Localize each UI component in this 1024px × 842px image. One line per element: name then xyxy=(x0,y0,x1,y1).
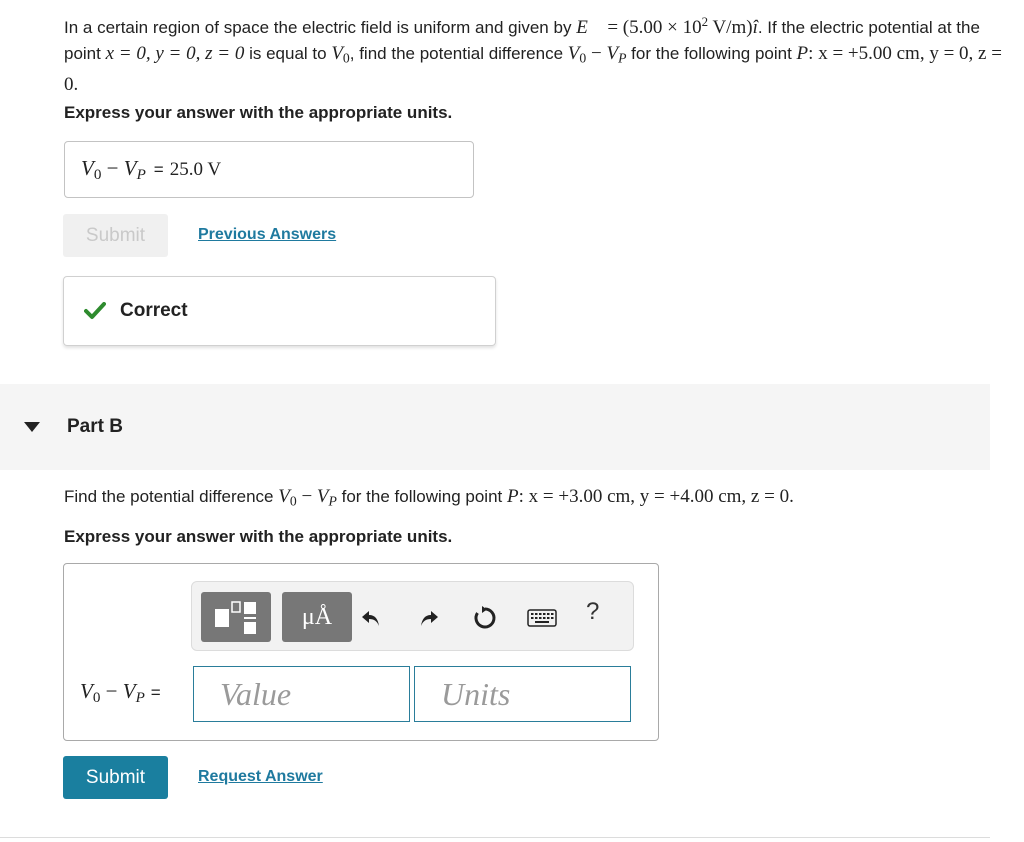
reset-icon[interactable] xyxy=(469,602,501,634)
part-b-express-units: Express your answer with the appropriate units. xyxy=(64,527,453,546)
units-input[interactable] xyxy=(414,666,631,722)
part-b-submit-button[interactable]: Submit xyxy=(63,756,168,799)
part-a-answer-display xyxy=(64,141,474,198)
part-a-question-text: In a certain region of space the electric field is uniform and given by E⃗ = ($5.00 \times 10^2$ V/m)î. If the electric potential at the point x = 0, y = 0, z = 0 is equal to $V_0$, find the potential difference $V_0 - V_P$ for the following point P: x = +5.00 cm, y = 0, z = 0. xyxy=(64,14,1002,95)
templates-button[interactable] xyxy=(201,592,271,642)
part-b-answer-panel xyxy=(63,563,659,741)
undo-icon[interactable] xyxy=(355,602,387,634)
templates-icon xyxy=(201,592,271,642)
redo-icon[interactable] xyxy=(413,602,445,634)
help-button[interactable]: ? xyxy=(586,598,600,625)
math-toolbar xyxy=(191,581,634,651)
part-b-answer-lhs: $V_0 - V_P$ = xyxy=(80,679,161,706)
part-a-express-units: Express your answer with the appropriate units. xyxy=(64,103,453,122)
units-button[interactable]: μÅ xyxy=(282,592,352,642)
bottom-divider xyxy=(0,837,990,838)
equals-sign: = xyxy=(153,159,164,179)
part-b-title: Part B xyxy=(67,416,123,437)
request-answer-link[interactable]: Request Answer xyxy=(198,768,323,785)
part-a-answer-value: 25.0 V xyxy=(169,158,222,180)
part-b-header[interactable] xyxy=(0,384,990,470)
answer-lhs: $V_0 - V_P$ xyxy=(81,155,146,183)
part-a-feedback-box xyxy=(63,276,496,346)
previous-answers-link[interactable]: Previous Answers xyxy=(198,226,337,243)
feedback-text: Correct xyxy=(120,300,188,321)
checkmark-icon xyxy=(84,302,106,320)
part-b-question-text: Find the potential difference $V_0 - V_P$ for the following point P: x = +3.00 cm, y = +4.00 cm, z = 0. xyxy=(64,486,794,509)
keyboard-icon[interactable] xyxy=(526,602,558,634)
collapse-triangle-icon[interactable] xyxy=(24,422,40,432)
part-a-submit-button[interactable]: Submit xyxy=(63,214,168,257)
value-input[interactable] xyxy=(193,666,410,722)
